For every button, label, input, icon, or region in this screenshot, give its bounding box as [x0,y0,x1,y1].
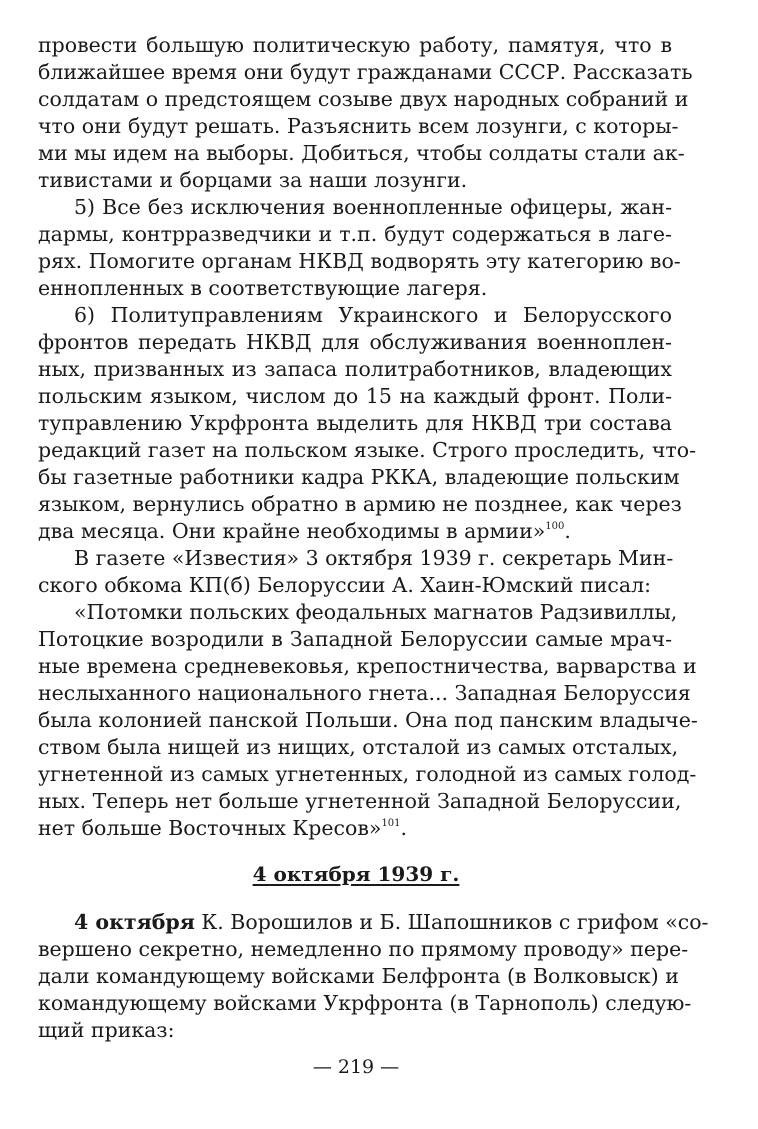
text-line: редакций газет на польском языке. Строго проследить, что- [38,438,697,462]
text-line: ми мы идем на выборы. Добиться, чтобы солдаты стали ак- [38,141,685,165]
text-line: ных, призванных из запаса политработников, владеющих [38,357,672,381]
text-line: провести большую политическую работу, памятуя, что в [38,33,672,57]
date-heading: 4 октября 1939 г. [252,862,460,886]
text-fragment: два месяца. Они крайне необходимы в армии» [38,519,546,543]
quote-line: «Потомки польских феодальных магнатов Радзивиллы, [74,600,678,624]
text-line: солдатам о предстоящем созыве двух народных собраний и [38,87,689,111]
text-fragment: нет больше Восточных Кресов» [38,816,382,840]
text-line: вершено секретно, немедленно по прямому проводу» пере- [38,937,689,961]
text-line: дармы, контрразведчики и т.п. будут содержаться в лаге- [38,222,672,246]
main-text-block [38,32,698,842]
text-line: фронтов передать НКВД для обслуживания военноплен- [38,330,672,354]
bold-date-lead: 4 октября [74,910,195,934]
paragraph-6-line: 6) Политуправлениям Украинского и Белорусского [74,303,672,327]
quote-line-with-footnote [38,815,672,842]
text-line-with-footnote [38,518,672,545]
order-text-block [38,909,709,1044]
quote-line: ных. Теперь нет больше угнетенной Западной Белоруссии, [38,789,682,813]
period: . [400,816,408,840]
quote-line: неслыханного национального гнета... Западная Белоруссия [38,681,691,705]
period: . [564,519,571,543]
quote-line: была колонией панской Польши. Она под панским владыче- [38,708,698,732]
izvestia-intro-line: В газете «Известия» 3 октября 1939 г. секретарь Мин- [74,546,674,570]
footnote-ref-100: 100 [545,521,565,532]
quote-line: Потоцкие возродили в Западной Белоруссии самые мрач- [38,627,672,651]
text-line: что они будут решать. Разъяснить всем лозунги, с которы- [38,114,679,138]
quote-line: ством была нищей из нищих, отсталой из самых отсталых, [38,735,679,759]
text-fragment: К. Ворошилов и Б. Шапошников с грифом «со- [194,910,709,934]
text-line: щий приказ: [38,1018,175,1042]
text-line: рях. Помогите органам НКВД водворять эту категорию во- [38,249,681,273]
text-line: еннопленных в соответствующие лагеря. [38,276,488,300]
text-line: туправлению Укрфронта выделить для НКВД три состава [38,411,672,435]
quote-line: ные времена средневековья, крепостничества, варварства и [38,654,697,678]
text-line: языком, вернулись обратно в армию не позднее, как через [38,492,682,516]
text-line: тивистами и борцами за наши лозунги. [38,168,468,192]
text-line: ближайшее время они будут гражданами СССР. Рассказать [38,60,693,84]
page-number: — 219 — [312,1056,400,1078]
text-line: дали командующему войсками Белфронта (в Волковыск) и [38,964,679,988]
quote-line: угнетенной из самых угнетенных, голодной из самых голод- [38,762,697,786]
text-line: бы газетные работники кадра РККА, владеющие польским [38,465,680,489]
paragraph-5-line: 5) Все без исключения военнопленные офицеры, жан- [74,195,672,219]
footnote-ref-101: 101 [381,818,401,829]
text-line: польским языком, числом до 15 на каждый фронт. Поли- [38,384,672,408]
text-line: ского обкома КП(б) Белоруссии А. Хаин-Юмский писал: [38,573,652,597]
text-line: командующему войсками Укрфронта (в Тарнополь) следую- [38,991,692,1015]
order-intro-line [38,909,709,936]
